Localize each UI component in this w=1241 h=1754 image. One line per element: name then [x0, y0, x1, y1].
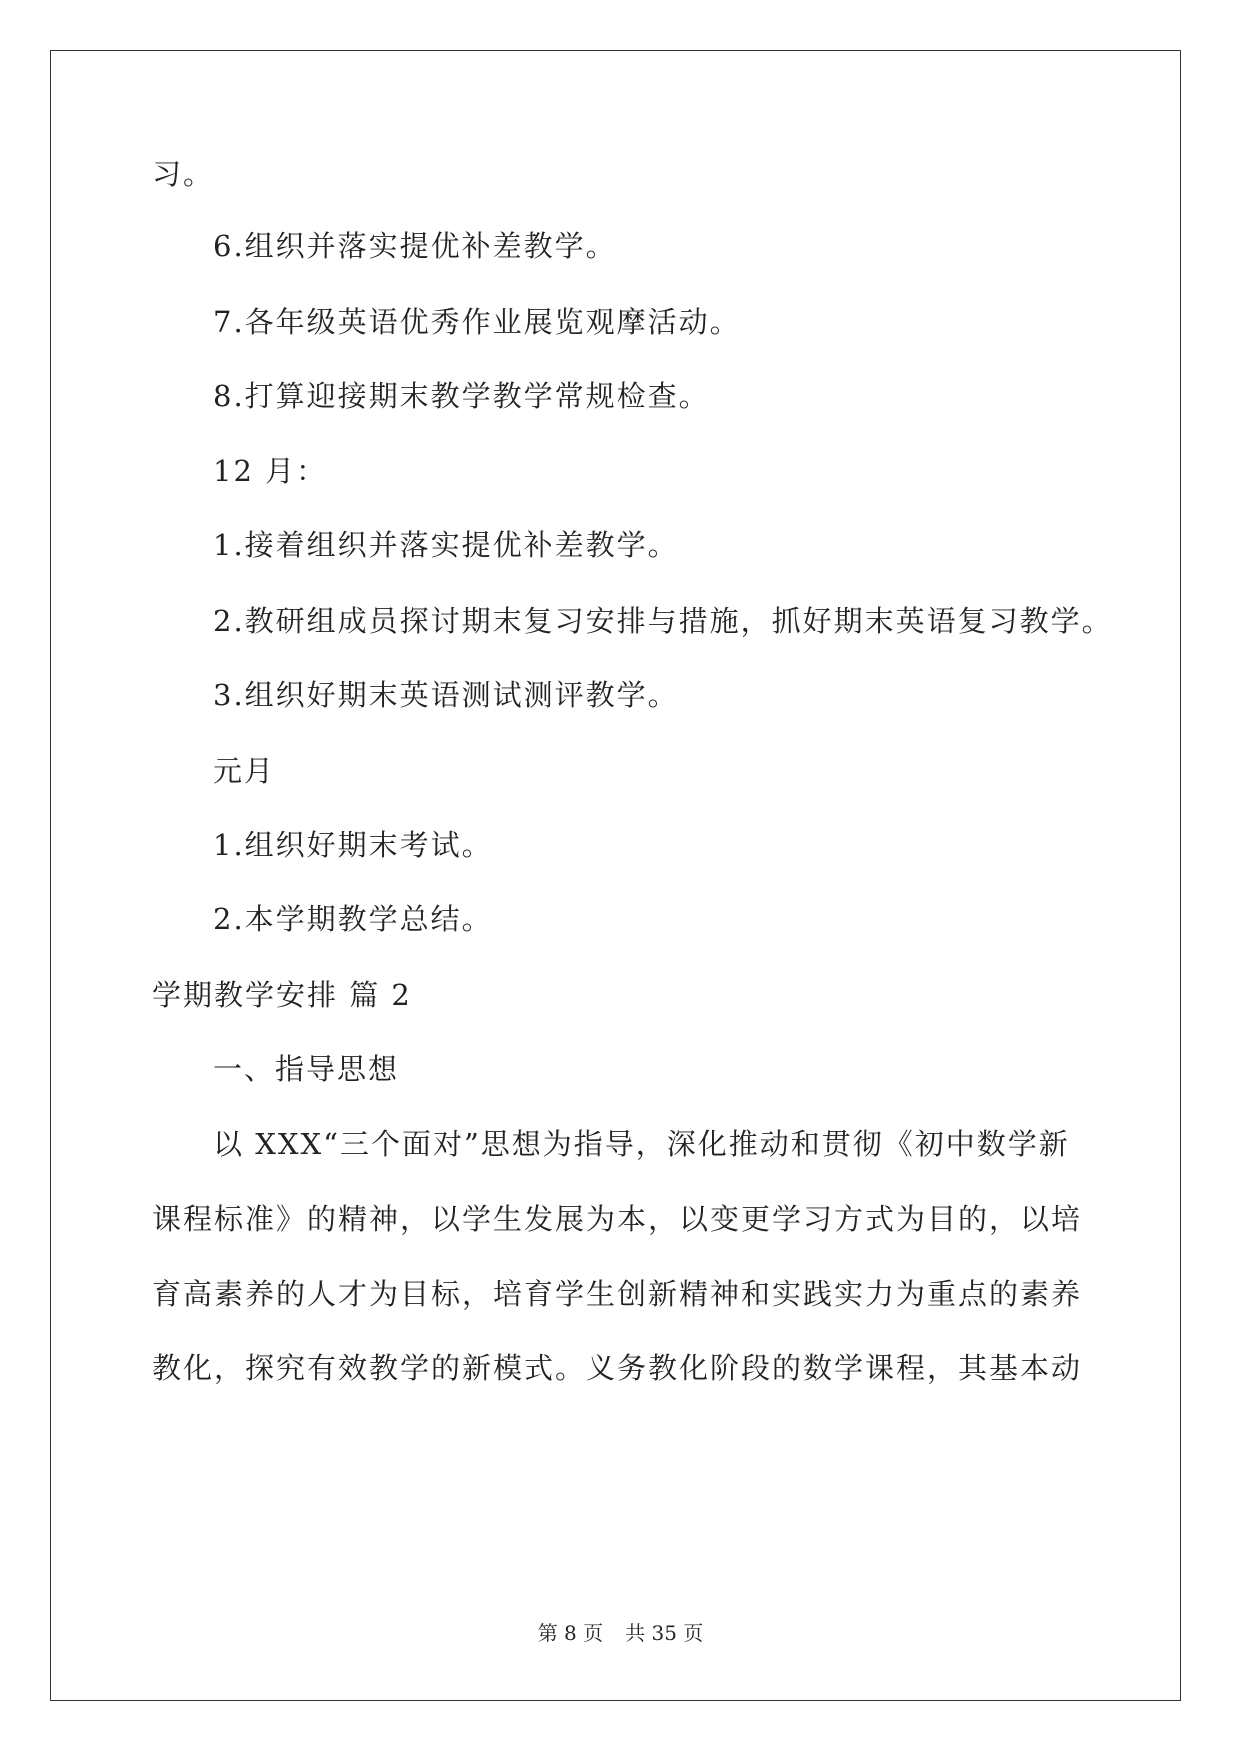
- list-item: 2.本学期教学总结。: [213, 902, 493, 936]
- paragraph-line: 育高素养的人才为目标，培育学生创新精神和实践实力为重点的素养: [152, 1277, 1083, 1311]
- paragraph-line: 以 XXX“三个面对”思想为指导，深化推动和贯彻《初中数学新: [213, 1127, 1070, 1161]
- paragraph-line: 习。: [152, 157, 215, 191]
- list-item: 2.教研组成员探讨期末复习安排与措施，抓好期末英语复习教学。: [213, 604, 1113, 638]
- list-item: 6.组织并落实提优补差教学。: [213, 229, 617, 263]
- list-item: 1.组织好期末考试。: [213, 828, 493, 862]
- month-heading: 元月: [213, 754, 276, 788]
- page-border: [50, 50, 1181, 1701]
- section-title: 学期教学安排 篇 2: [152, 978, 412, 1012]
- list-item: 1.接着组织并落实提优补差教学。: [213, 528, 679, 562]
- list-item: 8.打算迎接期末教学教学常规检查。: [213, 379, 710, 413]
- list-item: 3.组织好期末英语测试测评教学。: [213, 678, 679, 712]
- page-footer: [0, 1620, 1241, 1646]
- paragraph-line: 课程标准》的精神，以学生发展为本，以变更学习方式为目的，以培: [152, 1202, 1083, 1236]
- month-heading: 12 月：: [213, 454, 328, 488]
- page-number: 第 8 页: [537, 1621, 604, 1645]
- list-item: 7.各年级英语优秀作业展览观摩活动。: [213, 305, 741, 339]
- page-total: 共 35 页: [625, 1621, 704, 1645]
- subsection-heading: 一、指导思想: [213, 1052, 400, 1086]
- paragraph-line: 教化，探究有效教学的新模式。义务教化阶段的数学课程，其基本动: [152, 1351, 1083, 1385]
